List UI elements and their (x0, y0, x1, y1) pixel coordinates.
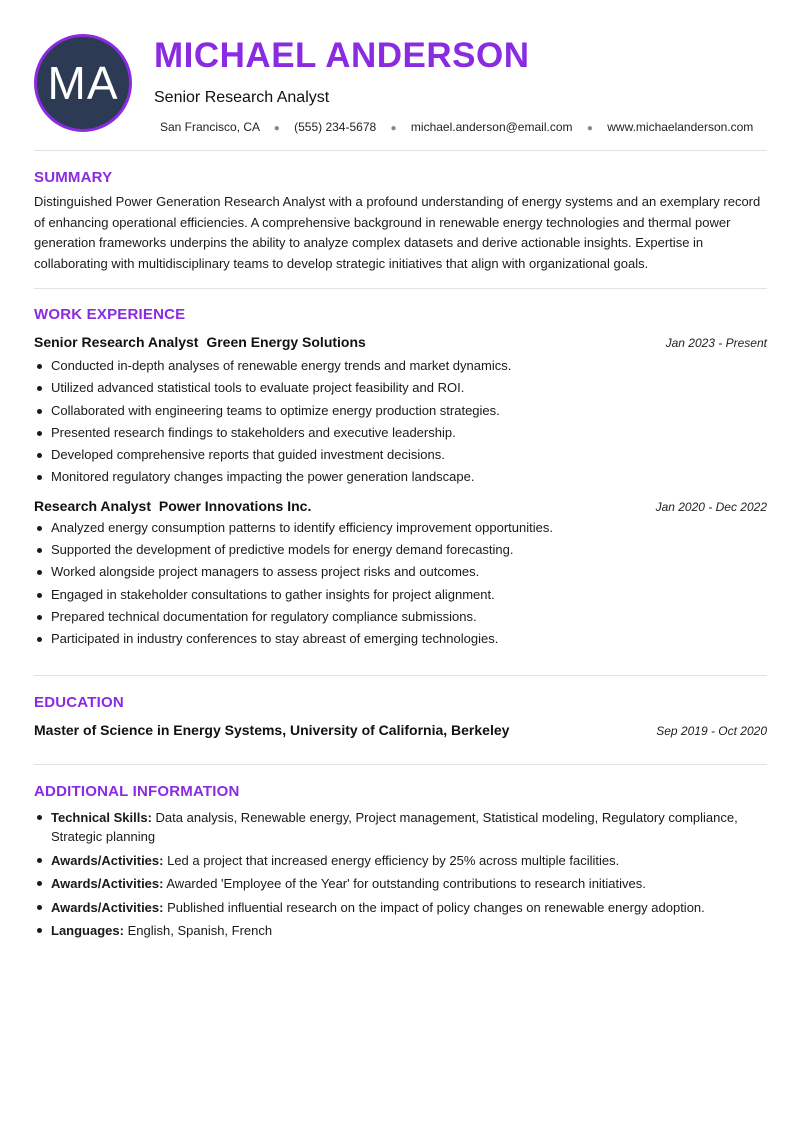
list-item: Developed comprehensive reports that guided investment decisions. (34, 444, 767, 466)
summary-text: Distinguished Power Generation Research Analyst with a profound understanding of energy systems and an exemplary record of enhancing operational efficiencies. A comprehensive background in renewable energy technologies and thermal power generation frameworks underpins the ability to analyze complex datasets and derive actionable insights. Expertise in collaborating with multidisciplinary teams to develop strategic initiatives that align with organizational goals. (34, 194, 761, 271)
candidate-name: MICHAEL ANDERSON (154, 36, 530, 75)
job-heading (34, 498, 311, 514)
list-item: Prepared technical documentation for regulatory compliance submissions. (34, 606, 767, 628)
contact-website[interactable]: www.michaelanderson.com (607, 120, 754, 134)
section-divider (34, 288, 767, 289)
contact-location: San Francisco, CA (160, 120, 260, 134)
list-item (34, 921, 767, 941)
education-dates: Sep 2019 - Oct 2020 (656, 723, 767, 738)
info-text: Led a project that increased energy efficiency by 25% across multiple facilities. (167, 852, 620, 868)
info-label: Technical Skills: (51, 809, 152, 825)
job-company: Green Energy Solutions (206, 334, 366, 350)
contact-email[interactable]: michael.anderson@email.com (410, 120, 573, 134)
list-item: Presented research findings to stakeholders and executive leadership. (34, 422, 767, 444)
list-item (34, 808, 767, 847)
job-dates: Jan 2023 - Present (665, 336, 767, 350)
bullet-separator-icon: ● (390, 123, 397, 134)
list-item: Participated in industry conferences to stay abreast of emerging technologies. (34, 628, 767, 650)
job-bullets (34, 517, 767, 651)
list-item: Supported the development of predictive models for energy demand forecasting. (34, 539, 767, 561)
bullet-separator-icon: ● (273, 123, 280, 134)
resume-header (34, 34, 767, 138)
list-item: Collaborated with engineering teams to optimize energy production strategies. (34, 400, 767, 422)
info-label: Awards/Activities: (51, 852, 164, 868)
info-label: Awards/Activities: (51, 899, 164, 915)
resume-page (34, 34, 767, 945)
list-item (34, 898, 767, 918)
candidate-title: Senior Research Analyst (154, 89, 330, 106)
section-divider (34, 764, 767, 765)
avatar-initials: MA (47, 57, 119, 109)
job-entry (34, 334, 767, 489)
additional-list (34, 808, 767, 941)
job-dates: Jan 2020 - Dec 2022 (655, 499, 767, 514)
experience-section (34, 306, 767, 651)
job-heading (34, 334, 366, 350)
info-text: Awarded 'Employee of the Year' for outstanding contributions to research initiatives. (166, 876, 646, 892)
info-text: Data analysis, Renewable energy, Project management, Statistical modeling, Regulatory compliance, Strategic planning (51, 809, 738, 845)
section-divider (34, 675, 767, 676)
list-item: Analyzed energy consumption patterns to identify efficiency improvement opportunities. (34, 517, 767, 539)
job-bullets (34, 355, 767, 489)
list-item: Conducted in-depth analyses of renewable energy trends and market dynamics. (34, 355, 767, 377)
avatar (34, 34, 132, 132)
job-company: Power Innovations Inc. (158, 497, 312, 514)
bullet-separator-icon: ● (586, 123, 593, 134)
summary-heading: SUMMARY (34, 169, 113, 186)
additional-section (34, 783, 767, 941)
list-item (34, 851, 767, 871)
job-entry (34, 498, 767, 651)
experience-heading: WORK EXPERIENCE (34, 306, 186, 323)
education-degree: Master of Science in Energy Systems, University of California, Berkeley (34, 721, 510, 738)
contact-line (160, 120, 753, 134)
list-item (34, 874, 767, 894)
job-role: Research Analyst (34, 497, 151, 514)
additional-heading: ADDITIONAL INFORMATION (34, 782, 240, 800)
list-item: Worked alongside project managers to assess project risks and outcomes. (34, 561, 767, 583)
summary-section (34, 169, 767, 274)
list-item: Utilized advanced statistical tools to evaluate project feasibility and ROI. (34, 377, 767, 399)
education-heading: EDUCATION (34, 693, 124, 711)
list-item: Monitored regulatory changes impacting the power generation landscape. (34, 466, 767, 488)
info-text: English, Spanish, French (127, 923, 273, 939)
section-divider (34, 150, 767, 151)
education-section (34, 694, 767, 738)
info-label: Awards/Activities: (51, 876, 164, 892)
contact-phone: (555) 234-5678 (294, 120, 377, 134)
info-label: Languages: (51, 923, 124, 939)
job-role: Senior Research Analyst (34, 334, 199, 350)
list-item: Engaged in stakeholder consultations to gather insights for project alignment. (34, 584, 767, 606)
info-text: Published influential research on the impact of policy changes on renewable energy adoption. (167, 899, 705, 915)
